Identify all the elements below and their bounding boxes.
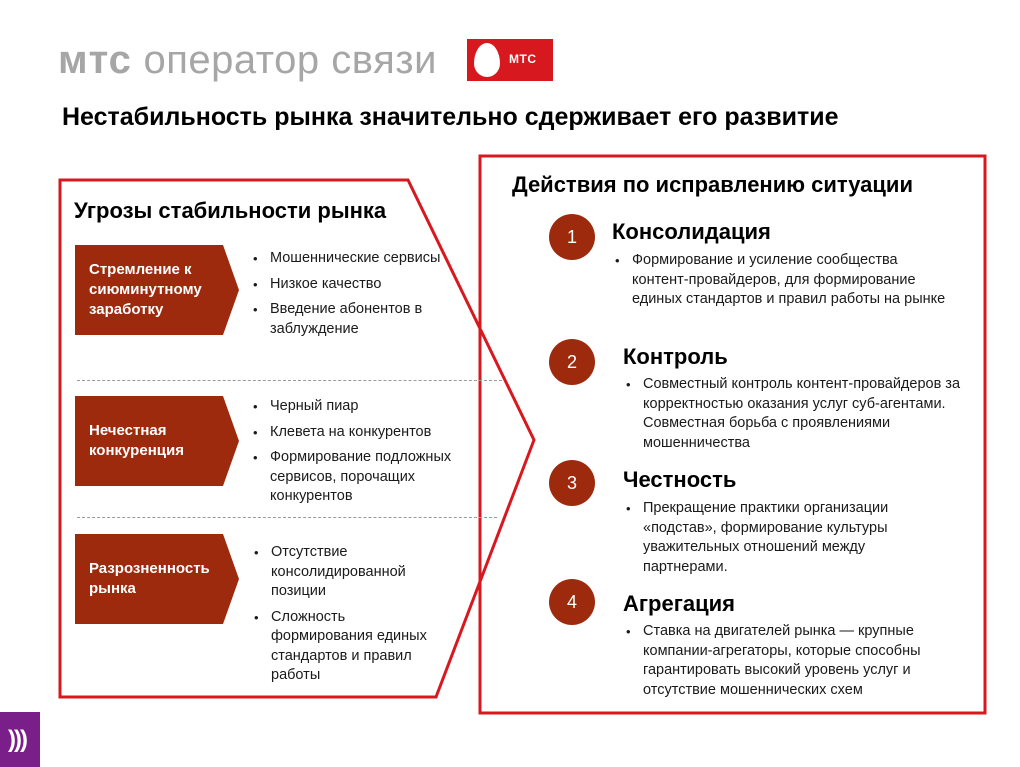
threat-label: Разрозненность рынка xyxy=(89,560,210,597)
actions-title: Действия по исправлению ситуации xyxy=(512,172,913,197)
list-item: • Клевета на конкурентов xyxy=(250,423,460,443)
action-title: Консолидация xyxy=(612,219,771,244)
sound-waves-icon: ))) xyxy=(8,726,26,753)
list-item: • Ставка на двигателей рынка — крупные компании-агрегаторы, которые способны гарантировать высокий уровень услуг и отсутствие мошеннических схем xyxy=(623,622,963,700)
step-number-3: 3 xyxy=(549,460,595,506)
page-title: Нестабильность рынка значительно сдерживает его развитие xyxy=(62,103,839,131)
list-item: • Отсутствие консолидированной позиции xyxy=(251,543,441,602)
action-list xyxy=(612,251,957,316)
threats-title: Угрозы стабильности рынка xyxy=(74,198,387,223)
list-item: • Введение абонентов в заблуждение xyxy=(250,300,450,339)
list-item: • Совместный контроль контент-провайдеров за корректностью оказания услуг суб-агентами. Совместная борьба с проявлениями мошенничества xyxy=(623,375,975,453)
action-list xyxy=(623,622,963,706)
action-list xyxy=(623,499,943,583)
list-item: • Формирование и усиление сообщества контент-провайдеров, для формирование единых стандартов и правил работы на рынке xyxy=(612,251,957,310)
corner-badge xyxy=(0,712,40,767)
brand-name: мтс оператор связи xyxy=(58,38,437,82)
threat-box-unfair-competition xyxy=(75,396,239,486)
threat-list-fragmentation xyxy=(251,543,441,692)
list-item: • Прекращение практики организации «подстав», формирование культуры уважительных отношений между партнерами. xyxy=(623,499,943,577)
list-item: • Сложность формирования единых стандартов и правил работы xyxy=(251,608,441,686)
threat-box-quick-profit xyxy=(75,245,239,335)
divider xyxy=(77,517,497,518)
logo-text: МТС xyxy=(509,52,537,66)
threat-list-unfair-competition xyxy=(250,397,460,513)
divider xyxy=(77,380,502,381)
list-item: • Мошеннические сервисы xyxy=(250,249,450,269)
list-item: • Черный пиар xyxy=(250,397,460,417)
step-number-1: 1 xyxy=(549,214,595,260)
list-item: • Низкое качество xyxy=(250,275,450,295)
threat-list-quick-profit xyxy=(250,249,450,345)
step-number-4: 4 xyxy=(549,579,595,625)
list-item: • Формирование подложных сервисов, порочащих конкурентов xyxy=(250,448,460,507)
action-title: Агрегация xyxy=(623,591,736,616)
action-title: Контроль xyxy=(623,344,728,369)
action-title: Честность xyxy=(623,467,737,492)
step-number-2: 2 xyxy=(549,339,595,385)
action-list xyxy=(623,375,975,459)
threat-label: Нечестная конкуренция xyxy=(89,422,184,459)
threat-label: Стремление к сиюминутному заработку xyxy=(89,261,202,318)
threat-box-fragmentation xyxy=(75,534,239,624)
